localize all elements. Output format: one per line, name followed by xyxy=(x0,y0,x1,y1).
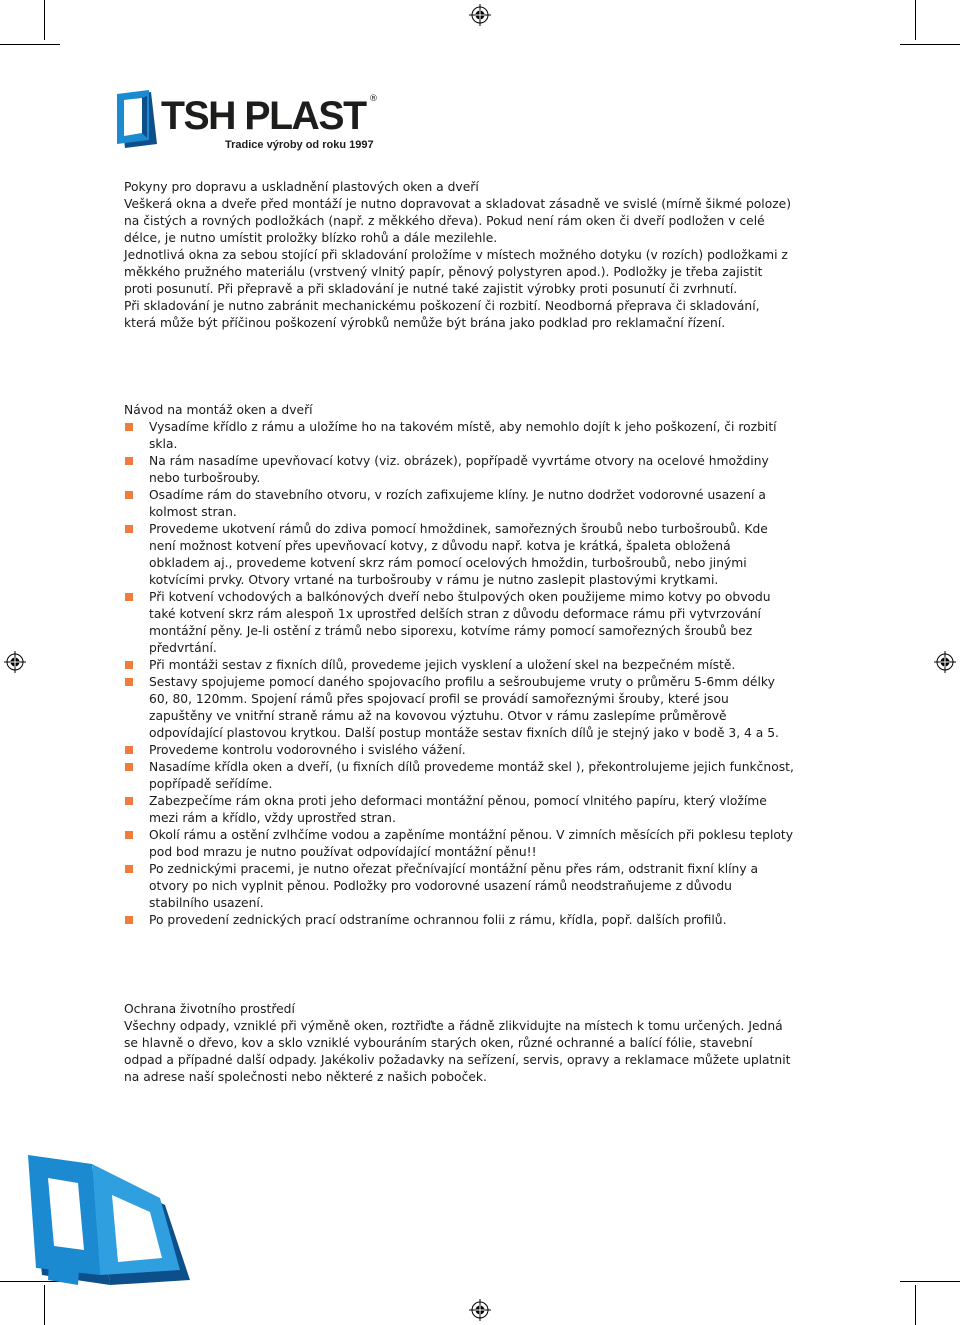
registered-mark: ® xyxy=(369,94,378,104)
list-item xyxy=(124,674,794,742)
square-bullet-icon xyxy=(125,763,133,771)
list-item xyxy=(124,589,794,657)
step-text: Osadíme rám do stavebního otvoru, v rozích zafixujeme klíny. Je nutno dodržet vodorovné usazení a kolmost stran. xyxy=(149,488,766,519)
company-logo xyxy=(115,88,385,158)
environment-paragraph: Všechny odpady, vzniklé při výměně oken, roztřiďte a řádně zlikvidujte na místech k tomu určených. Jedná se hlavně o dřevo, kov a sklo vzniklé vybouráním starých oken, různé ochranné a balící fólie, stavební odpad a případné další odpady. Jakékoliv požadavky na seřízení, servis, opravy a reklamace můžete uplatnit na adrese naší společnosti nebo některé z našich poboček. xyxy=(124,1019,791,1084)
list-item xyxy=(124,521,794,589)
crop-mark-top-left-v xyxy=(44,0,45,40)
list-item xyxy=(124,487,794,521)
list-item xyxy=(124,453,794,487)
registration-mark-bottom-icon xyxy=(469,1299,491,1321)
square-bullet-icon xyxy=(125,457,133,465)
environment-section xyxy=(124,1001,794,1086)
square-bullet-icon xyxy=(125,916,133,924)
crop-mark-bottom-left-v xyxy=(44,1285,45,1325)
list-item xyxy=(124,861,794,912)
registration-mark-left-icon xyxy=(4,651,26,673)
square-bullet-icon xyxy=(125,678,133,686)
square-bullet-icon xyxy=(125,423,133,431)
crop-mark-bottom-right-v xyxy=(915,1285,916,1325)
step-text: Vysadíme křídlo z rámu a uložíme ho na takovém místě, aby nemohlo dojít k jeho poškození, či rozbití skla. xyxy=(149,420,777,451)
crop-mark-bottom-right xyxy=(900,1281,960,1282)
transport-heading: Pokyny pro dopravu a uskladnění plastových oken a dveří xyxy=(124,180,479,194)
step-text: Nasadíme křídla oken a dveří, (u fixních dílů provedeme montáž skel ), překontrolujeme jejich funkčnost, popřípadě seřídíme. xyxy=(149,760,794,791)
step-text: Na rám nasadíme upevňovací kotvy (viz. obrázek), popřípadě vyvrtáme otvory na ocelové hmoždiny nebo turbošrouby. xyxy=(149,454,769,485)
square-bullet-icon xyxy=(125,525,133,533)
step-text: Po zednickými pracemi, je nutno ořezat přečnívající montážní pěnu přes rám, odstranit fixní klíny a otvory po nich vyplnit pěnou. Podložky pro vodorovné usazení rámů neodstraňujeme z důvodu stabilního usazení. xyxy=(149,862,759,910)
list-item xyxy=(124,827,794,861)
square-bullet-icon xyxy=(125,593,133,601)
logo-brand-text: TSH PLAST xyxy=(161,94,366,138)
installation-heading: Návod na montáž oken a dveří xyxy=(124,403,313,417)
transport-paragraph: Jednotlivá okna za sebou stojící při skladování proložíme v místech možného dotyku (v rozích) podložkami z měkkého pružného materiálu (vrstvený vlnitý papír, pěnový polystyren apod.). Podložky je třeba zajistit proti posunutí. Při přepravě a při skladování je nutné také zajistit výrobky proti posunutí či zvrhnutí. xyxy=(124,248,788,296)
installation-steps-list xyxy=(124,419,794,929)
step-text: Zabezpečíme rám okna proti jeho deformaci montážní pěnou, pomocí vlnitého papíru, který vložíme mezi rám a křídlo, vždy uprostřed stran. xyxy=(149,794,767,825)
square-bullet-icon xyxy=(125,746,133,754)
list-item xyxy=(124,912,794,929)
installation-section xyxy=(124,402,794,929)
list-item xyxy=(124,657,794,674)
step-text: Provedeme kontrolu vodorovného i svislého vážení. xyxy=(149,743,466,757)
square-bullet-icon xyxy=(125,491,133,499)
step-text: Po provedení zednických prací odstraníme ochrannou folii z rámu, křídla, popř. dalších profilů. xyxy=(149,913,727,927)
transport-section xyxy=(124,179,794,332)
step-text: Při montáži sestav z fixních dílů, provedeme jejich vysklení a uložení skel na bezpečném místě. xyxy=(149,658,736,672)
environment-heading: Ochrana životního prostředí xyxy=(124,1002,295,1016)
crop-mark-top-left xyxy=(0,44,60,45)
decorative-window-graphic-icon xyxy=(0,1150,200,1290)
list-item xyxy=(124,742,794,759)
transport-paragraph: Veškerá okna a dveře před montáží je nutno dopravovat a skladovat zásadně ve svislé (mírně šikmé poloze) na čistých a rovných podložkách (např. z měkkého dřeva). Pokud není rám oken či dveří podložen v celé délce, je nutno umístit proložky blízko rohů a dále mezilehle. xyxy=(124,197,792,245)
registration-mark-top-icon xyxy=(469,4,491,26)
step-text: Při kotvení vchodových a balkónových dveří nebo štulpových oken použijeme mimo kotvy po obvodu také kotvení skrz rám alespoň 1x uprostřed delších stran z důvodu deformace rámu při vytvrzování montážní pěny. Je-li ostění z trámů nebo siporexu, kotvíme rámy pomocí samořezných šroubů bez předvrtání. xyxy=(149,590,771,655)
step-text: Provedeme ukotvení rámů do zdiva pomocí hmoždinek, samořezných šroubů nebo turbošroubů. Kde není možnost kotvení přes upevňovací kotvy, z důvodu např. kotva je krátká, špaleta obložená obkladem aj., provedeme kotvení skrz rám pomocí ocelových hmoždin, turbošroubů, nebo jinými kotvícími prvky. Otvory vrtané na turbošrouby v rámu je nutno zaslepit plastovými krytkami. xyxy=(149,522,768,587)
square-bullet-icon xyxy=(125,661,133,669)
square-bullet-icon xyxy=(125,797,133,805)
step-text: Okolí rámu a ostění zvlhčíme vodou a zapěníme montážní pěnou. V zimních měsících při poklesu teploty pod bod mrazu je nutno používat odpovídající montážní pěnu!! xyxy=(149,828,793,859)
list-item xyxy=(124,759,794,793)
square-bullet-icon xyxy=(125,865,133,873)
crop-mark-top-right xyxy=(900,44,960,45)
logo-tagline: Tradice výroby od roku 1997 xyxy=(225,139,374,151)
window-frame-logo-icon xyxy=(115,88,165,150)
list-item xyxy=(124,793,794,827)
list-item xyxy=(124,419,794,453)
registration-mark-right-icon xyxy=(934,651,956,673)
transport-paragraph: Při skladování je nutno zabránit mechanickému poškození či rozbití. Neodborná přeprava či skladování, která může být příčinou poškození výrobků nemůže být brána jako podklad pro reklamační řízení. xyxy=(124,299,760,330)
crop-mark-top-right-v xyxy=(915,0,916,40)
step-text: Sestavy spojujeme pomocí daného spojovacího profilu a sešroubujeme vruty o průměru 5-6mm délky 60, 80, 120mm. Spojení rámů přes spojovací profil se provádí samořeznými šrouby, které jsou zapuštěny ve vnitřní straně rámu až na kovovou výztuhu. Otvor v rámu zaslepíme průměrově odpovídající plastovou krytkou. Další postup montáže sestav fixních dílů je stejný jako v bodě 3, 4 a 5. xyxy=(149,675,779,740)
square-bullet-icon xyxy=(125,831,133,839)
